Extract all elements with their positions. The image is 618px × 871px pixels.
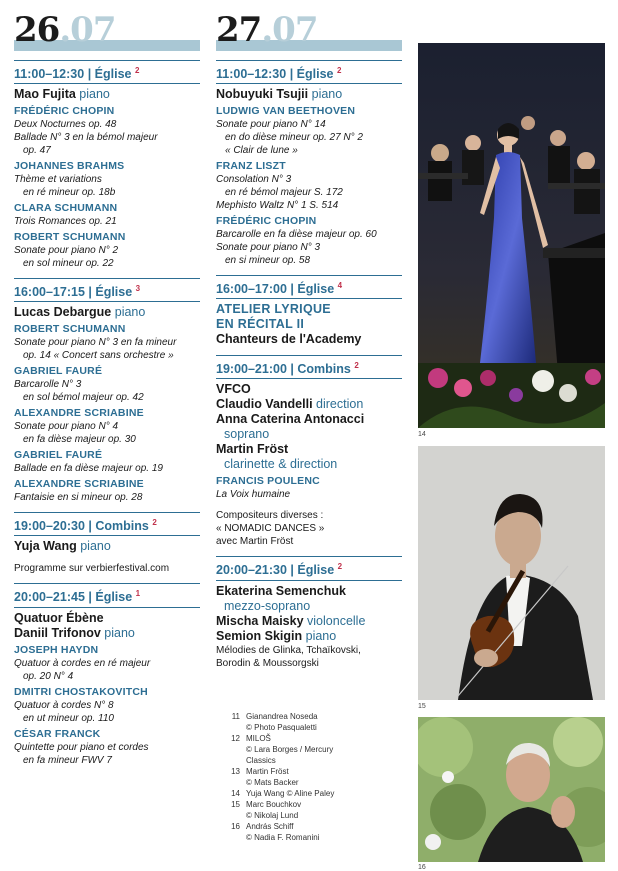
performer-role: piano	[305, 628, 337, 643]
work-title: en sol mineur op. 22	[23, 258, 114, 270]
work-title: Thème et variations	[14, 174, 102, 186]
work-title: en si mineur op. 58	[225, 255, 311, 267]
slot-venue: | Église	[290, 563, 335, 578]
day-column-26	[14, 0, 200, 767]
performer	[216, 442, 402, 457]
performer	[216, 87, 402, 102]
work-title: Trois Romances op. 21	[14, 216, 117, 228]
venue-marker: 2	[354, 361, 359, 371]
slot-program	[14, 302, 200, 504]
performer-name: Mischa Maisky	[216, 613, 304, 628]
credit-text	[246, 788, 402, 799]
work-title: Sonate pour piano N° 2	[14, 245, 119, 257]
composer-name: LUDWIG VAN BEETHOVEN	[216, 105, 356, 118]
photo-marc-bouchkov	[418, 446, 605, 700]
work-title: en ut mineur op. 110	[23, 712, 114, 724]
work-title: Sonate pour piano N° 14	[216, 119, 326, 131]
performer	[14, 626, 200, 641]
credit-line: © Photo Pasqualetti	[246, 723, 317, 732]
performer-name: VFCO	[216, 382, 251, 397]
credit-row	[222, 733, 402, 766]
venue-marker: 3	[135, 284, 141, 294]
slot-time-venue	[14, 61, 200, 84]
work-title: Deux Nocturnes op. 48	[14, 119, 117, 131]
work-title: en do dièse mineur op. 27 N° 2	[225, 132, 363, 144]
performer	[216, 584, 402, 599]
performer-role: piano	[80, 539, 111, 554]
program-title: EN RÉCITAL II	[216, 317, 305, 332]
performer-role: violoncelle	[307, 613, 366, 628]
performer-role: piano	[104, 625, 135, 640]
credit-number: 13	[231, 767, 240, 776]
slot-venue: | Église	[88, 285, 133, 300]
work-title: en ré bémol majeur S. 172	[225, 187, 343, 199]
concert-slot	[14, 512, 200, 575]
slot-time-venue	[216, 557, 402, 580]
performer	[216, 397, 402, 412]
concert-slot	[14, 60, 200, 270]
venue-marker: 2	[152, 518, 157, 528]
performer-role: piano	[114, 305, 146, 320]
work-title: Quintette pour piano et cordes	[14, 741, 149, 753]
performer	[216, 614, 402, 629]
composer-name: ALEXANDRE SCRIABINE	[14, 407, 144, 420]
concert-slot	[14, 583, 200, 766]
work-title: op. 20 N° 4	[23, 670, 74, 682]
credit-line: © Nikolaj Lund	[246, 811, 299, 820]
credit-line: Martin Fröst	[246, 767, 289, 776]
credit-row	[222, 799, 402, 821]
credit-number: 15	[231, 800, 240, 809]
slot-time: 11:00–12:30	[14, 67, 85, 82]
slot-venue: | Église	[290, 282, 335, 297]
credit-row	[222, 821, 402, 843]
slot-venue: | Église	[289, 67, 334, 82]
composer-name: DMITRI CHOSTAKOVITCH	[14, 685, 148, 698]
slot-venue: | Combins	[88, 519, 149, 534]
concert-slot	[216, 556, 402, 669]
performer-name: Semion Skigin	[216, 628, 303, 643]
slot-venue: | Combins	[290, 362, 351, 377]
composer-name: GABRIEL FAURÉ	[14, 449, 103, 462]
composer-name: FRANZ LISZT	[216, 160, 286, 173]
work-title: op. 47	[23, 145, 51, 157]
slot-time: 20:00–21:45	[14, 590, 85, 605]
composer-name: CÉSAR FRANCK	[14, 727, 101, 740]
credit-line: Yuja Wang © Aline Paley	[246, 789, 335, 798]
work-title: Quatuor à cordes en ré majeur	[14, 657, 151, 669]
credit-text	[246, 821, 402, 843]
photo-caption: 14	[418, 431, 426, 438]
photo-andras-schiff	[418, 717, 605, 862]
program-title: ATELIER LYRIQUE	[216, 302, 331, 317]
performer	[14, 305, 200, 320]
venue-marker: 1	[135, 589, 141, 599]
performer	[14, 539, 200, 554]
work-title: Sonate pour piano N° 3	[216, 242, 321, 254]
slot-time-venue	[216, 276, 402, 299]
credit-row	[222, 766, 402, 788]
slot-program	[14, 608, 200, 767]
work-title: Barcarolle N° 3	[14, 379, 82, 391]
concert-list	[14, 60, 200, 767]
spacer	[216, 501, 402, 509]
composer-name: FRÉDÉRIC CHOPIN	[216, 215, 317, 228]
work-title: Ballade en fa dièse majeur op. 19	[14, 463, 163, 475]
composer-name: ALEXANDRE SCRIABINE	[14, 478, 144, 491]
work-title: Ballade N° 3 en la bémol majeur	[14, 132, 158, 144]
performer-role: piano	[79, 87, 110, 102]
composer-name: JOHANNES BRAHMS	[14, 160, 125, 173]
credit-line: András Schiff	[246, 822, 294, 831]
work-title: en fa dièse majeur op. 30	[23, 434, 136, 446]
slot-time-venue	[14, 279, 200, 302]
venue-marker: 2	[336, 66, 342, 75]
venue-marker: 4	[337, 281, 343, 291]
slot-time-venue	[216, 61, 402, 84]
concert-slot	[14, 278, 200, 504]
concert-slot	[216, 275, 402, 347]
date-title: 26.07	[14, 10, 116, 50]
performer-name: Anna Caterina Antonacci	[216, 412, 365, 427]
slot-time: 11:00–12:30	[216, 67, 287, 82]
composer-name: CLARA SCHUMANN	[14, 202, 118, 215]
performer	[216, 382, 402, 397]
slot-time-venue	[14, 513, 200, 536]
performer	[216, 629, 402, 644]
slot-time: 16:00–17:00	[216, 282, 287, 297]
slot-program	[14, 536, 200, 575]
credit-text	[246, 711, 402, 733]
program-note: Programme sur verbierfestival.com	[14, 563, 170, 575]
work-title: Quatuor à cordes N° 8	[14, 699, 114, 711]
credit-line: Classics	[246, 756, 276, 765]
credit-text	[246, 799, 402, 821]
date-header-27	[216, 0, 402, 52]
performer-name: Daniil Trifonov	[14, 625, 101, 640]
slot-time: 19:00–21:00	[216, 362, 287, 377]
performer-name: Claudio Vandelli	[216, 397, 313, 412]
work-title: Consolation N° 3	[216, 174, 292, 186]
venue-marker: 2	[337, 562, 343, 572]
performer-role: direction	[316, 397, 364, 412]
spacer	[14, 554, 200, 562]
slot-time: 19:00–20:30	[14, 519, 85, 534]
credit-line: Gianandrea Noseda	[246, 712, 318, 721]
photo-caption: 15	[418, 703, 426, 710]
venue-marker: 2	[134, 66, 140, 75]
credit-text	[246, 733, 402, 766]
performer-name: Martin Fröst	[216, 442, 289, 457]
credit-text	[246, 766, 402, 788]
concert-slot	[216, 355, 402, 548]
photo-yuja-wang	[418, 43, 605, 428]
composer-name: ROBERT SCHUMANN	[14, 231, 126, 244]
photo-credits	[222, 711, 402, 843]
performer	[216, 332, 402, 347]
slot-program	[14, 84, 200, 270]
credit-line: MILOŠ	[246, 734, 271, 743]
program-note: « NOMADIC DANCES »	[216, 523, 325, 535]
work-title: en sol bémol majeur op. 42	[23, 392, 144, 404]
work-title: en fa mineur FWV 7	[23, 754, 112, 766]
photo-caption: 16	[418, 864, 426, 871]
performer-role: mezzo-soprano	[224, 598, 311, 613]
credit-number: 11	[231, 712, 240, 721]
composer-name: ROBERT SCHUMANN	[14, 323, 126, 336]
performer-role: piano	[311, 87, 343, 102]
credit-line: © Nadia F. Romanini	[246, 833, 320, 842]
work-title: op. 14 « Concert sans orchestre »	[23, 350, 174, 362]
slot-program	[216, 581, 402, 670]
work-title: Sonate pour piano N° 4	[14, 421, 119, 433]
program-note: Mélodies de Glinka, Tchaïkovski,	[216, 644, 361, 656]
credit-line: © Lara Borges / Mercury	[246, 745, 334, 754]
slot-venue: | Église	[87, 67, 132, 82]
credit-line: © Mats Backer	[246, 778, 299, 787]
credit-row	[222, 711, 402, 733]
composer-name: JOSEPH HAYDN	[14, 643, 99, 656]
work-title: La Voix humaine	[216, 489, 291, 501]
credit-line: Marc Bouchkov	[246, 800, 302, 809]
day-column-27	[216, 0, 402, 670]
slot-time-venue	[216, 356, 402, 379]
composer-name: GABRIEL FAURÉ	[14, 365, 103, 378]
performer	[216, 412, 402, 427]
slot-program	[216, 379, 402, 548]
credit-number: 14	[231, 789, 240, 798]
slot-time: 16:00–17:15	[14, 285, 85, 300]
program-note: avec Martin Fröst	[216, 536, 294, 548]
performer-name: Ekaterina Semenchuk	[216, 583, 346, 598]
concert-list	[216, 60, 402, 670]
date-title: 27.07	[216, 10, 318, 50]
performer-role: clarinette & direction	[224, 457, 338, 472]
work-title: Sonate pour piano N° 3 en fa mineur	[14, 337, 177, 349]
work-title: en ré mineur op. 18b	[23, 187, 116, 199]
performer-name: Mao Fujita	[14, 87, 76, 102]
slot-time-venue	[14, 584, 200, 607]
program-note: Borodin & Moussorgski	[216, 657, 319, 669]
date-header-26	[14, 0, 200, 52]
program-note: Compositeurs diverses :	[216, 510, 324, 522]
performer-name: Lucas Debargue	[14, 305, 112, 320]
concert-slot	[216, 60, 402, 267]
performer-name: Nobuyuki Tsujii	[216, 87, 309, 102]
performer-name: Yuja Wang	[14, 539, 77, 554]
credit-row	[222, 788, 402, 799]
credit-number: 16	[231, 822, 240, 831]
performer-name: Quatuor Ébène	[14, 610, 104, 625]
work-title: Fantaisie en si mineur op. 28	[14, 492, 143, 504]
composer-name: FRÉDÉRIC CHOPIN	[14, 105, 115, 118]
work-title: « Clair de lune »	[225, 145, 298, 157]
slot-program	[216, 84, 402, 267]
performer-name: Chanteurs de l'Academy	[216, 332, 362, 347]
credit-number: 12	[231, 734, 240, 743]
slot-program	[216, 299, 402, 347]
slot-venue: | Église	[88, 590, 133, 605]
work-title: Barcarolle en fa dièse majeur op. 60	[216, 229, 377, 241]
slot-time: 20:00–21:30	[216, 563, 287, 578]
performer	[14, 611, 200, 626]
work-title: Mephisto Waltz N° 1 S. 514	[216, 200, 339, 212]
composer-name: FRANCIS POULENC	[216, 475, 320, 488]
performer	[14, 87, 200, 102]
performer-role: soprano	[224, 427, 270, 442]
